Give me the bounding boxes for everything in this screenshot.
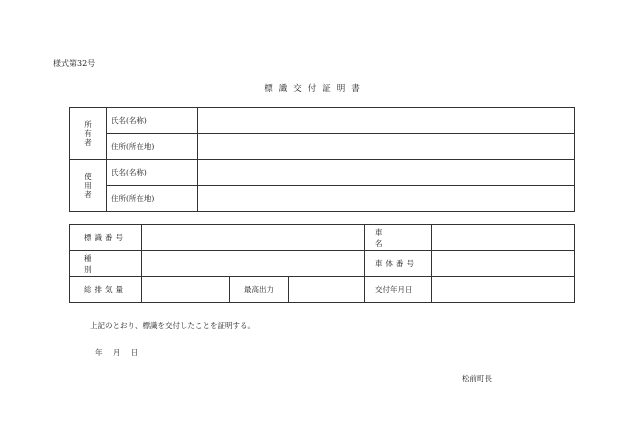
vehicle-name-field[interactable] [432,225,575,251]
plate-number-field[interactable] [142,225,365,251]
owner-label: 所有者 [84,120,92,147]
owner-address-field[interactable] [198,134,575,160]
owner-address-label: 住所(所在地) [107,134,198,160]
owner-name-field[interactable] [198,108,575,134]
form-number: 様式第32号 [53,59,96,68]
document-title: 標識交付証明書 [264,84,366,94]
user-address-field[interactable] [198,186,575,212]
type-label: 種別 [70,251,142,277]
user-label: 使用者 [84,172,92,199]
certification-statement: 上記のとおり、標識を交付したことを証明する。 [90,321,255,330]
max-power-field[interactable] [289,277,365,303]
issue-date-label: 交付年月日 [365,277,432,303]
vehicle-name-label: 車名 [365,225,432,251]
user-group-label [70,160,107,212]
issue-date-field[interactable] [432,277,575,303]
issuer-title: 松前町長 [462,374,492,383]
date-line: 年 月 日 [95,348,139,357]
chassis-number-label: 車体番号 [365,251,432,277]
user-name-label: 氏名(名称) [107,160,198,186]
max-power-label: 最高出力 [230,277,289,303]
plate-number-label: 標識番号 [70,225,142,251]
owner-group-label [70,108,107,160]
owner-name-label: 氏名(名称) [107,108,198,134]
user-name-field[interactable] [198,160,575,186]
displacement-label: 総排気量 [70,277,142,303]
type-field[interactable] [142,251,365,277]
user-address-label: 住所(所在地) [107,186,198,212]
displacement-field[interactable] [142,277,230,303]
chassis-number-field[interactable] [432,251,575,277]
owner-user-table [69,107,575,212]
vehicle-info-table [69,224,575,303]
